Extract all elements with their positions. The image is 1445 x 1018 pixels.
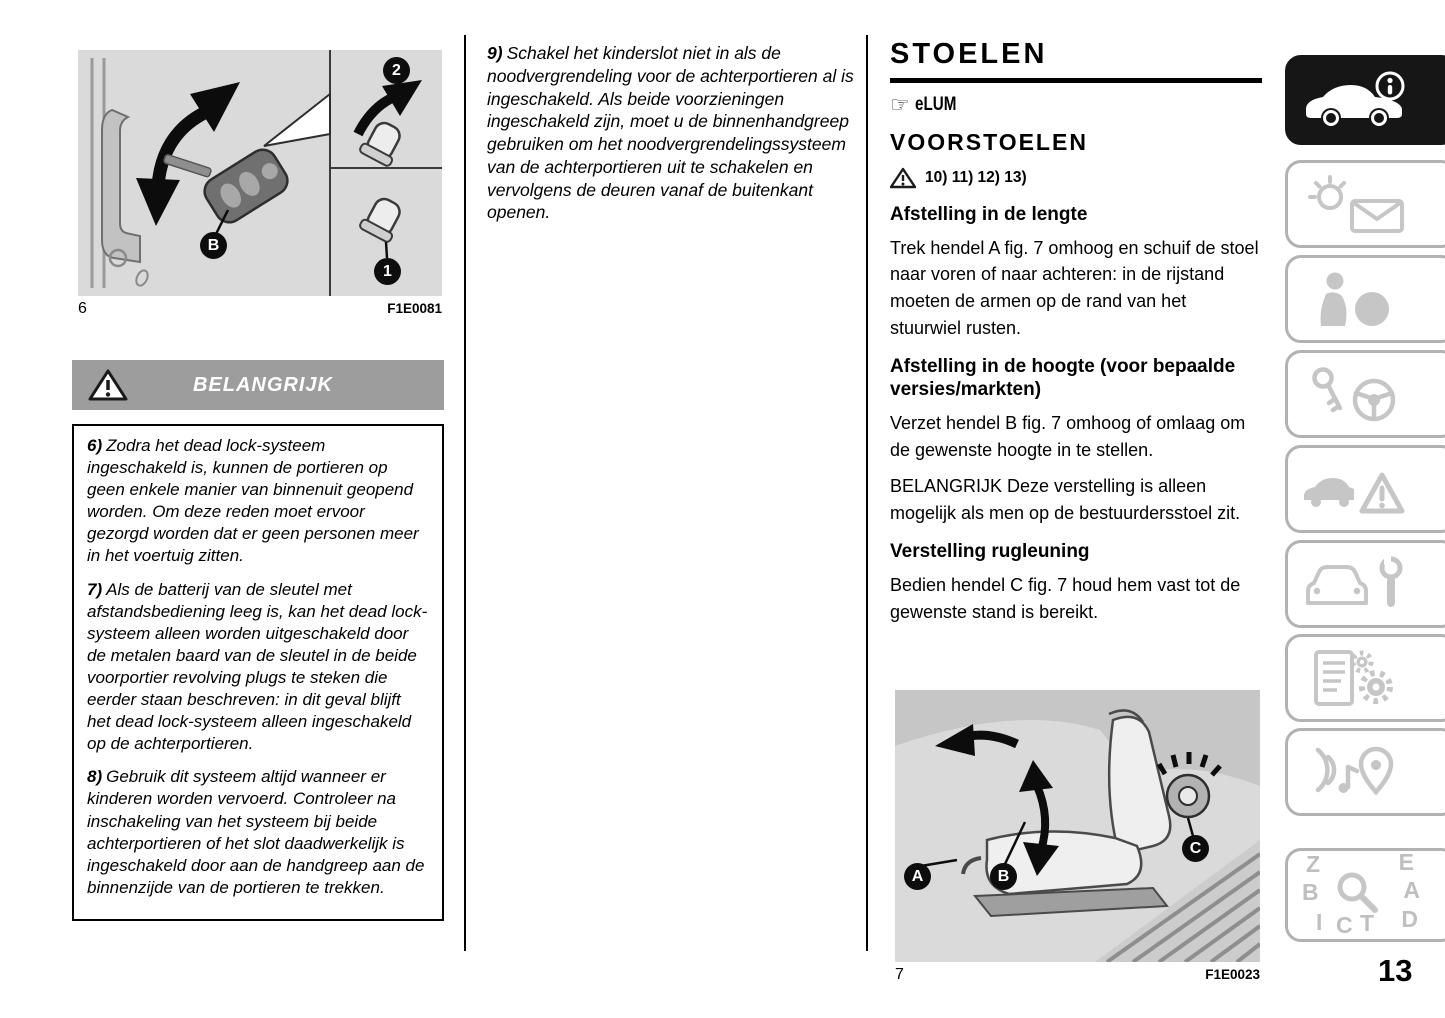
sidebar-tab-safety[interactable] bbox=[1285, 255, 1445, 343]
body-height-adjust: Verzet hendel B fig. 7 omhoog of omlaag om de gewenste hoogte in te stellen. bbox=[890, 412, 1246, 460]
figure6-callout-1: 1 bbox=[374, 258, 401, 285]
index-letter: C bbox=[1336, 912, 1353, 938]
note-6 bbox=[87, 435, 429, 568]
index-letter: I bbox=[1316, 909, 1323, 935]
figure7-callout-B: B bbox=[990, 863, 1017, 890]
sidebar-tab-index[interactable] bbox=[1285, 848, 1445, 942]
figure6-caption bbox=[78, 300, 442, 318]
figure6-callout-B: B bbox=[200, 232, 227, 259]
emergency-triangle-car-icon bbox=[1302, 458, 1410, 520]
note-9 bbox=[487, 42, 855, 224]
sidebar-tab-driving[interactable] bbox=[1285, 350, 1445, 438]
figure7-callout-C: C bbox=[1182, 835, 1209, 862]
page-number: 13 bbox=[1378, 953, 1413, 988]
note-7-text: Als de batterij van de sleutel met afstandsbediening leeg is, kan het dead lock-systeem alleen worden uitgeschakeld door de metalen baard van de sleutel in de beide voorportier revolving plugs te steken die eerder staan beschreven: in dit geval blijft het dead lock-systeem alleen ingeschakeld op de achterportieren. bbox=[87, 579, 428, 754]
note-8-text: Gebruik dit systeem altijd wanneer er kinderen worden vervoerd. Controleer na inschakeling van het systeem bij beide achterportieren of het slot daadwerkelijk is ingeschakeld door aan de handgreep aan de binnenzijde van de portieren te trekken. bbox=[87, 767, 425, 897]
multimedia-navigation-icon bbox=[1302, 741, 1410, 803]
warning-triangle-icon bbox=[88, 368, 128, 402]
figure6-callout-2: 2 bbox=[383, 57, 410, 84]
airbag-safety-icon bbox=[1302, 268, 1410, 330]
car-info-icon bbox=[1302, 69, 1410, 131]
note-8 bbox=[87, 766, 429, 899]
warning-references bbox=[890, 167, 1262, 189]
figure7-number: 7 bbox=[895, 966, 904, 983]
heading-height-adjust: Afstelling in de hoogte (voor bepaalde versies/markten) bbox=[890, 356, 1236, 401]
warning-light-message-icon bbox=[1302, 173, 1410, 235]
body-height-note: BELANGRIJK Deze verstelling is alleen mogelijk als men op de bestuurdersstoel zit. bbox=[890, 476, 1241, 523]
note-8-number: 8) bbox=[87, 767, 103, 787]
figure7-callout-A: A bbox=[904, 863, 931, 890]
important-header-label: BELANGRIJK bbox=[192, 373, 333, 396]
magnifier-icon bbox=[1334, 871, 1380, 915]
index-letter: T bbox=[1360, 910, 1375, 936]
heading-length-adjust: Afstelling in de lengte bbox=[890, 204, 1088, 225]
pointing-hand-icon: ☞ bbox=[890, 92, 910, 117]
sidebar-tab-dashboard[interactable] bbox=[1285, 55, 1445, 145]
car-wrench-icon bbox=[1302, 553, 1410, 615]
key-steering-wheel-icon bbox=[1302, 363, 1410, 425]
elum-label: eLUM bbox=[914, 94, 957, 115]
note-9-number: 9) bbox=[487, 43, 503, 63]
note-7-number: 7) bbox=[87, 579, 103, 599]
warning-triangle-icon bbox=[890, 167, 916, 189]
sidebar-tab-emergency[interactable] bbox=[1285, 445, 1445, 533]
column-divider-right bbox=[866, 35, 868, 951]
sidebar-tab-warning-lights[interactable] bbox=[1285, 160, 1445, 248]
column-divider-left bbox=[464, 35, 466, 951]
section-title: STOELEN bbox=[890, 38, 1048, 70]
figure-7-seat bbox=[895, 690, 1260, 962]
index-letter: A bbox=[1403, 877, 1420, 903]
note-7 bbox=[87, 579, 429, 756]
body-backrest-adjust: Bedien hendel C fig. 7 houd hem vast tot de gewenste stand is bereikt. bbox=[890, 575, 1241, 622]
important-header-bar bbox=[72, 360, 444, 410]
sidebar-tab-technical-data[interactable] bbox=[1285, 634, 1445, 722]
elum-logo bbox=[890, 94, 1262, 116]
sidebar-tab-maintenance[interactable] bbox=[1285, 540, 1445, 628]
middle-column bbox=[487, 42, 855, 235]
figure6-code: F1E0081 bbox=[387, 301, 442, 316]
note-6-text: Zodra het dead lock-systeem ingeschakeld is, kunnen de portieren op geen enkele manier van binnenuit geopend worden. Om deze reden moet ervoor gezorgd worden dat er geen personen meer in het voertuig zitten. bbox=[87, 436, 419, 566]
note-6-number: 6) bbox=[87, 436, 103, 455]
stoelen-section bbox=[890, 38, 1262, 635]
index-letter: B bbox=[1302, 879, 1319, 905]
title-rule bbox=[890, 78, 1262, 83]
index-letter: E bbox=[1398, 849, 1414, 875]
index-letter: Z bbox=[1306, 851, 1321, 877]
figure7-caption bbox=[895, 966, 1260, 984]
warning-note-refs: 10) 11) 12) 13) bbox=[925, 169, 1027, 186]
warning-notes-box bbox=[72, 424, 444, 921]
figure6-number: 6 bbox=[78, 300, 87, 317]
document-gears-icon bbox=[1302, 647, 1410, 709]
figure-6-door-lock bbox=[78, 50, 442, 296]
seat-adjustment-illustration bbox=[895, 690, 1260, 962]
body-length-adjust: Trek hendel A fig. 7 omhoog en schuif de stoel naar voren of naar achteren: in de rijstand moeten de armen op de rand van het stuurwiel rusten. bbox=[890, 237, 1259, 338]
sidebar-tab-multimedia[interactable] bbox=[1285, 728, 1445, 816]
figure7-code: F1E0023 bbox=[1205, 967, 1260, 982]
alphabetical-index-icon bbox=[1302, 849, 1420, 938]
subsection-title: VOORSTOELEN bbox=[890, 129, 1088, 155]
note-9-text: Schakel het kinderslot niet in als de noodvergrendeling voor de achterportieren al is ingeschakeld. Als beide voorzieningen ingeschakeld zijn, moet u de binnenhandgreep gebruiken om het noodvergrendelingssysteem van de achterportieren uit te schakelen en vervolgens de deuren vanaf de buitenkant openen. bbox=[487, 43, 854, 223]
index-letter: D bbox=[1401, 906, 1418, 932]
heading-backrest-adjust: Verstelling rugleuning bbox=[890, 541, 1090, 563]
